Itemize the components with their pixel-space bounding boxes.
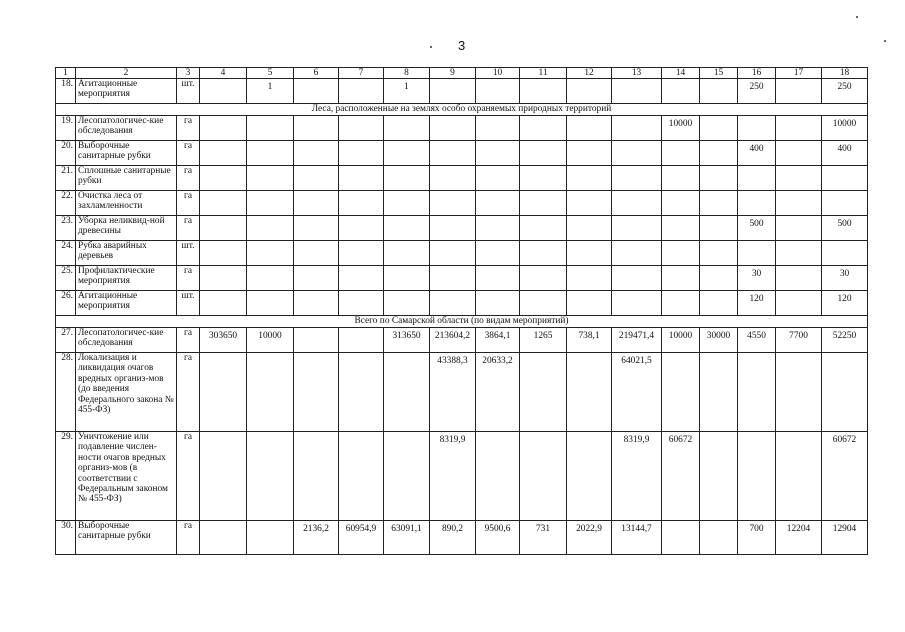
- value-cell: [700, 291, 738, 316]
- value-cell: [200, 79, 247, 104]
- value-cell: [384, 191, 430, 216]
- column-number-cell: 5: [247, 68, 294, 79]
- value-cell: 890,2: [430, 521, 476, 555]
- row-number-cell: 23.: [56, 216, 76, 241]
- value-cell: 60672: [822, 432, 868, 521]
- value-cell: [294, 166, 339, 191]
- value-cell: [700, 166, 738, 191]
- unit-cell: шт.: [177, 79, 200, 104]
- scan-speck: [856, 16, 858, 18]
- value-cell: [520, 191, 567, 216]
- unit-cell: га: [177, 191, 200, 216]
- section-header-row: [56, 104, 868, 116]
- value-cell: [339, 141, 384, 166]
- row-number-cell: 29.: [56, 432, 76, 521]
- value-cell: [294, 328, 339, 353]
- value-cell: [776, 353, 822, 432]
- value-cell: [247, 291, 294, 316]
- value-cell: 8319,9: [430, 432, 476, 521]
- value-cell: [567, 191, 612, 216]
- value-cell: [520, 353, 567, 432]
- column-number-cell: 8: [384, 68, 430, 79]
- table-row: [56, 241, 868, 266]
- column-number-cell: 10: [476, 68, 520, 79]
- value-cell: [339, 328, 384, 353]
- value-cell: [247, 166, 294, 191]
- value-cell: 500: [738, 216, 776, 241]
- value-cell: 500: [822, 216, 868, 241]
- value-cell: 700: [738, 521, 776, 555]
- value-cell: 1: [384, 79, 430, 104]
- value-cell: 303650: [200, 328, 247, 353]
- value-cell: [339, 291, 384, 316]
- value-cell: [776, 216, 822, 241]
- value-cell: [612, 79, 662, 104]
- scan-speck: [884, 40, 886, 42]
- value-cell: [339, 216, 384, 241]
- value-cell: [200, 521, 247, 555]
- value-cell: [476, 266, 520, 291]
- unit-cell: га: [177, 116, 200, 141]
- value-cell: [384, 216, 430, 241]
- table-row: [56, 521, 868, 555]
- section-title-cell: Леса, расположенные на землях особо охраняемых природных территорий: [56, 104, 868, 116]
- column-number-cell: 4: [200, 68, 247, 79]
- value-cell: [247, 116, 294, 141]
- value-cell: [430, 191, 476, 216]
- value-cell: [384, 291, 430, 316]
- value-cell: [700, 266, 738, 291]
- value-cell: [339, 432, 384, 521]
- value-cell: 30000: [700, 328, 738, 353]
- value-cell: [384, 266, 430, 291]
- value-cell: 313650: [384, 328, 430, 353]
- value-cell: [430, 291, 476, 316]
- value-cell: 43388,3: [430, 353, 476, 432]
- column-number-cell: 3: [177, 68, 200, 79]
- value-cell: [567, 432, 612, 521]
- row-number-cell: 24.: [56, 241, 76, 266]
- value-cell: [476, 216, 520, 241]
- measure-name-cell: Локализация и ликвидация очагов вредных организ-мов (до введения Федерального закона № 455-ФЗ): [76, 353, 177, 432]
- scan-speck: [430, 46, 432, 48]
- value-cell: [520, 79, 567, 104]
- value-cell: 12204: [776, 521, 822, 555]
- value-cell: 213604,2: [430, 328, 476, 353]
- column-number-cell: 12: [567, 68, 612, 79]
- column-number-cell: 6: [294, 68, 339, 79]
- value-cell: [294, 241, 339, 266]
- value-cell: [339, 166, 384, 191]
- value-cell: [200, 432, 247, 521]
- value-cell: [612, 241, 662, 266]
- value-cell: [822, 353, 868, 432]
- value-cell: [567, 116, 612, 141]
- value-cell: 400: [738, 141, 776, 166]
- value-cell: 60672: [662, 432, 700, 521]
- unit-cell: га: [177, 141, 200, 166]
- value-cell: 10000: [822, 116, 868, 141]
- value-cell: [700, 241, 738, 266]
- value-cell: [567, 291, 612, 316]
- value-cell: [384, 166, 430, 191]
- row-number-cell: 27.: [56, 328, 76, 353]
- value-cell: [520, 241, 567, 266]
- value-cell: [822, 241, 868, 266]
- table-row: [56, 79, 868, 104]
- column-number-cell: 13: [612, 68, 662, 79]
- measure-name-cell: Лесопатологичес-кие обследования: [76, 328, 177, 353]
- value-cell: [612, 216, 662, 241]
- measure-name-cell: Уничтожение или подавление числен-ности очагов вредных организ-мов (в соответствии с Федеральным законом № 455-ФЗ): [76, 432, 177, 521]
- value-cell: 10000: [662, 116, 700, 141]
- table-row: [56, 141, 868, 166]
- value-cell: [662, 291, 700, 316]
- value-cell: [700, 521, 738, 555]
- value-cell: [247, 141, 294, 166]
- value-cell: [430, 79, 476, 104]
- measure-name-cell: Агитационные мероприятия: [76, 79, 177, 104]
- value-cell: [247, 521, 294, 555]
- value-cell: [200, 191, 247, 216]
- value-cell: 30: [822, 266, 868, 291]
- column-number-cell: 14: [662, 68, 700, 79]
- value-cell: [612, 191, 662, 216]
- forest-measures-table: [55, 67, 868, 555]
- value-cell: [776, 79, 822, 104]
- value-cell: [776, 191, 822, 216]
- table-row: [56, 191, 868, 216]
- value-cell: [430, 266, 476, 291]
- value-cell: [294, 291, 339, 316]
- value-cell: [776, 291, 822, 316]
- unit-cell: шт.: [177, 241, 200, 266]
- value-cell: 52250: [822, 328, 868, 353]
- value-cell: [200, 291, 247, 316]
- value-cell: [384, 353, 430, 432]
- value-cell: [339, 241, 384, 266]
- unit-cell: га: [177, 166, 200, 191]
- value-cell: [384, 141, 430, 166]
- value-cell: 63091,1: [384, 521, 430, 555]
- value-cell: [476, 166, 520, 191]
- table-row: [56, 353, 868, 432]
- value-cell: [662, 241, 700, 266]
- value-cell: [200, 353, 247, 432]
- value-cell: [738, 353, 776, 432]
- measure-name-cell: Выборочные санитарные рубки: [76, 521, 177, 555]
- unit-cell: га: [177, 353, 200, 432]
- row-number-cell: 30.: [56, 521, 76, 555]
- unit-cell: га: [177, 328, 200, 353]
- value-cell: [384, 116, 430, 141]
- header-row: [56, 68, 868, 79]
- value-cell: [294, 116, 339, 141]
- value-cell: 20633,2: [476, 353, 520, 432]
- value-cell: [339, 266, 384, 291]
- table-row: [56, 328, 868, 353]
- value-cell: [567, 166, 612, 191]
- column-number-cell: 7: [339, 68, 384, 79]
- value-cell: 2136,2: [294, 521, 339, 555]
- table-row: [56, 291, 868, 316]
- value-cell: [294, 432, 339, 521]
- value-cell: [612, 266, 662, 291]
- value-cell: [662, 353, 700, 432]
- value-cell: [822, 191, 868, 216]
- measure-name-cell: Профилактические мероприятия: [76, 266, 177, 291]
- value-cell: [200, 266, 247, 291]
- column-number-cell: 15: [700, 68, 738, 79]
- value-cell: [200, 141, 247, 166]
- value-cell: [339, 116, 384, 141]
- value-cell: [520, 291, 567, 316]
- value-cell: [776, 432, 822, 521]
- table-row: [56, 432, 868, 521]
- value-cell: [247, 216, 294, 241]
- table-row: [56, 266, 868, 291]
- value-cell: [384, 432, 430, 521]
- measure-name-cell: Очистка леса от захламленности: [76, 191, 177, 216]
- value-cell: [520, 216, 567, 241]
- value-cell: 1265: [520, 328, 567, 353]
- row-number-cell: 28.: [56, 353, 76, 432]
- row-number-cell: 26.: [56, 291, 76, 316]
- value-cell: [476, 432, 520, 521]
- row-number-cell: 19.: [56, 116, 76, 141]
- value-cell: [738, 116, 776, 141]
- page-number: 3: [458, 38, 466, 53]
- column-number-cell: 2: [76, 68, 177, 79]
- value-cell: [700, 79, 738, 104]
- measure-name-cell: Уборка неликвид-ной древесины: [76, 216, 177, 241]
- value-cell: [662, 521, 700, 555]
- row-number-cell: 21.: [56, 166, 76, 191]
- value-cell: [776, 141, 822, 166]
- value-cell: 9500,6: [476, 521, 520, 555]
- value-cell: [738, 432, 776, 521]
- value-cell: [294, 353, 339, 432]
- value-cell: [520, 116, 567, 141]
- value-cell: [339, 353, 384, 432]
- value-cell: 400: [822, 141, 868, 166]
- unit-cell: га: [177, 266, 200, 291]
- column-number-cell: 11: [520, 68, 567, 79]
- value-cell: [294, 266, 339, 291]
- value-cell: [384, 241, 430, 266]
- unit-cell: шт.: [177, 291, 200, 316]
- measure-name-cell: Лесопатологичес-кие обследования: [76, 116, 177, 141]
- value-cell: [776, 116, 822, 141]
- value-cell: 12904: [822, 521, 868, 555]
- section-title-cell: Всего по Самарской области (по видам мероприятий): [56, 316, 868, 328]
- value-cell: 120: [738, 291, 776, 316]
- value-cell: 4550: [738, 328, 776, 353]
- value-cell: [294, 79, 339, 104]
- value-cell: [612, 166, 662, 191]
- value-cell: 30: [738, 266, 776, 291]
- value-cell: [738, 241, 776, 266]
- measure-name-cell: Агитационные мероприятия: [76, 291, 177, 316]
- value-cell: [567, 216, 612, 241]
- value-cell: [567, 241, 612, 266]
- value-cell: 1: [247, 79, 294, 104]
- value-cell: [520, 141, 567, 166]
- column-number-cell: 1: [56, 68, 76, 79]
- value-cell: [567, 141, 612, 166]
- value-cell: 731: [520, 521, 567, 555]
- value-cell: 8319,9: [612, 432, 662, 521]
- unit-cell: га: [177, 432, 200, 521]
- value-cell: [247, 432, 294, 521]
- value-cell: 250: [822, 79, 868, 104]
- value-cell: [430, 116, 476, 141]
- value-cell: [476, 141, 520, 166]
- value-cell: [776, 166, 822, 191]
- value-cell: [612, 141, 662, 166]
- value-cell: [476, 116, 520, 141]
- value-cell: [294, 216, 339, 241]
- value-cell: [612, 116, 662, 141]
- value-cell: [700, 191, 738, 216]
- value-cell: 219471,4: [612, 328, 662, 353]
- table-row: [56, 116, 868, 141]
- value-cell: [430, 241, 476, 266]
- value-cell: [738, 191, 776, 216]
- value-cell: 738,1: [567, 328, 612, 353]
- value-cell: 120: [822, 291, 868, 316]
- value-cell: [247, 241, 294, 266]
- value-cell: 64021,5: [612, 353, 662, 432]
- value-cell: 7700: [776, 328, 822, 353]
- value-cell: [476, 291, 520, 316]
- value-cell: [662, 266, 700, 291]
- value-cell: [662, 141, 700, 166]
- value-cell: [476, 191, 520, 216]
- value-cell: 2022,9: [567, 521, 612, 555]
- row-number-cell: 25.: [56, 266, 76, 291]
- table-row: [56, 216, 868, 241]
- measure-name-cell: Рубка аварийных деревьев: [76, 241, 177, 266]
- value-cell: [294, 141, 339, 166]
- value-cell: [567, 353, 612, 432]
- value-cell: 3864,1: [476, 328, 520, 353]
- value-cell: [200, 166, 247, 191]
- value-cell: [430, 166, 476, 191]
- column-number-cell: 9: [430, 68, 476, 79]
- value-cell: [567, 266, 612, 291]
- value-cell: [822, 166, 868, 191]
- value-cell: [612, 291, 662, 316]
- section-header-row: [56, 316, 868, 328]
- value-cell: [200, 241, 247, 266]
- value-cell: 60954,9: [339, 521, 384, 555]
- value-cell: [662, 191, 700, 216]
- value-cell: [247, 191, 294, 216]
- value-cell: [200, 116, 247, 141]
- value-cell: [700, 432, 738, 521]
- column-number-cell: 16: [738, 68, 776, 79]
- value-cell: [430, 216, 476, 241]
- value-cell: [200, 216, 247, 241]
- column-number-cell: 18: [822, 68, 868, 79]
- value-cell: 10000: [247, 328, 294, 353]
- table-row: [56, 166, 868, 191]
- value-cell: [567, 79, 612, 104]
- value-cell: [339, 191, 384, 216]
- measure-name-cell: Сплошные санитарные рубки: [76, 166, 177, 191]
- value-cell: [662, 79, 700, 104]
- value-cell: [476, 241, 520, 266]
- value-cell: 13144,7: [612, 521, 662, 555]
- value-cell: [294, 191, 339, 216]
- row-number-cell: 22.: [56, 191, 76, 216]
- value-cell: 250: [738, 79, 776, 104]
- value-cell: [700, 141, 738, 166]
- row-number-cell: 20.: [56, 141, 76, 166]
- unit-cell: га: [177, 521, 200, 555]
- measure-name-cell: Выборочные санитарные рубки: [76, 141, 177, 166]
- value-cell: [776, 266, 822, 291]
- value-cell: [520, 266, 567, 291]
- value-cell: [776, 241, 822, 266]
- value-cell: [520, 166, 567, 191]
- value-cell: 10000: [662, 328, 700, 353]
- unit-cell: га: [177, 216, 200, 241]
- value-cell: [700, 353, 738, 432]
- value-cell: [662, 166, 700, 191]
- value-cell: [339, 79, 384, 104]
- value-cell: [430, 141, 476, 166]
- column-number-cell: 17: [776, 68, 822, 79]
- row-number-cell: 18.: [56, 79, 76, 104]
- value-cell: [700, 116, 738, 141]
- value-cell: [700, 216, 738, 241]
- value-cell: [476, 79, 520, 104]
- value-cell: [520, 432, 567, 521]
- value-cell: [247, 353, 294, 432]
- value-cell: [738, 166, 776, 191]
- value-cell: [662, 216, 700, 241]
- value-cell: [247, 266, 294, 291]
